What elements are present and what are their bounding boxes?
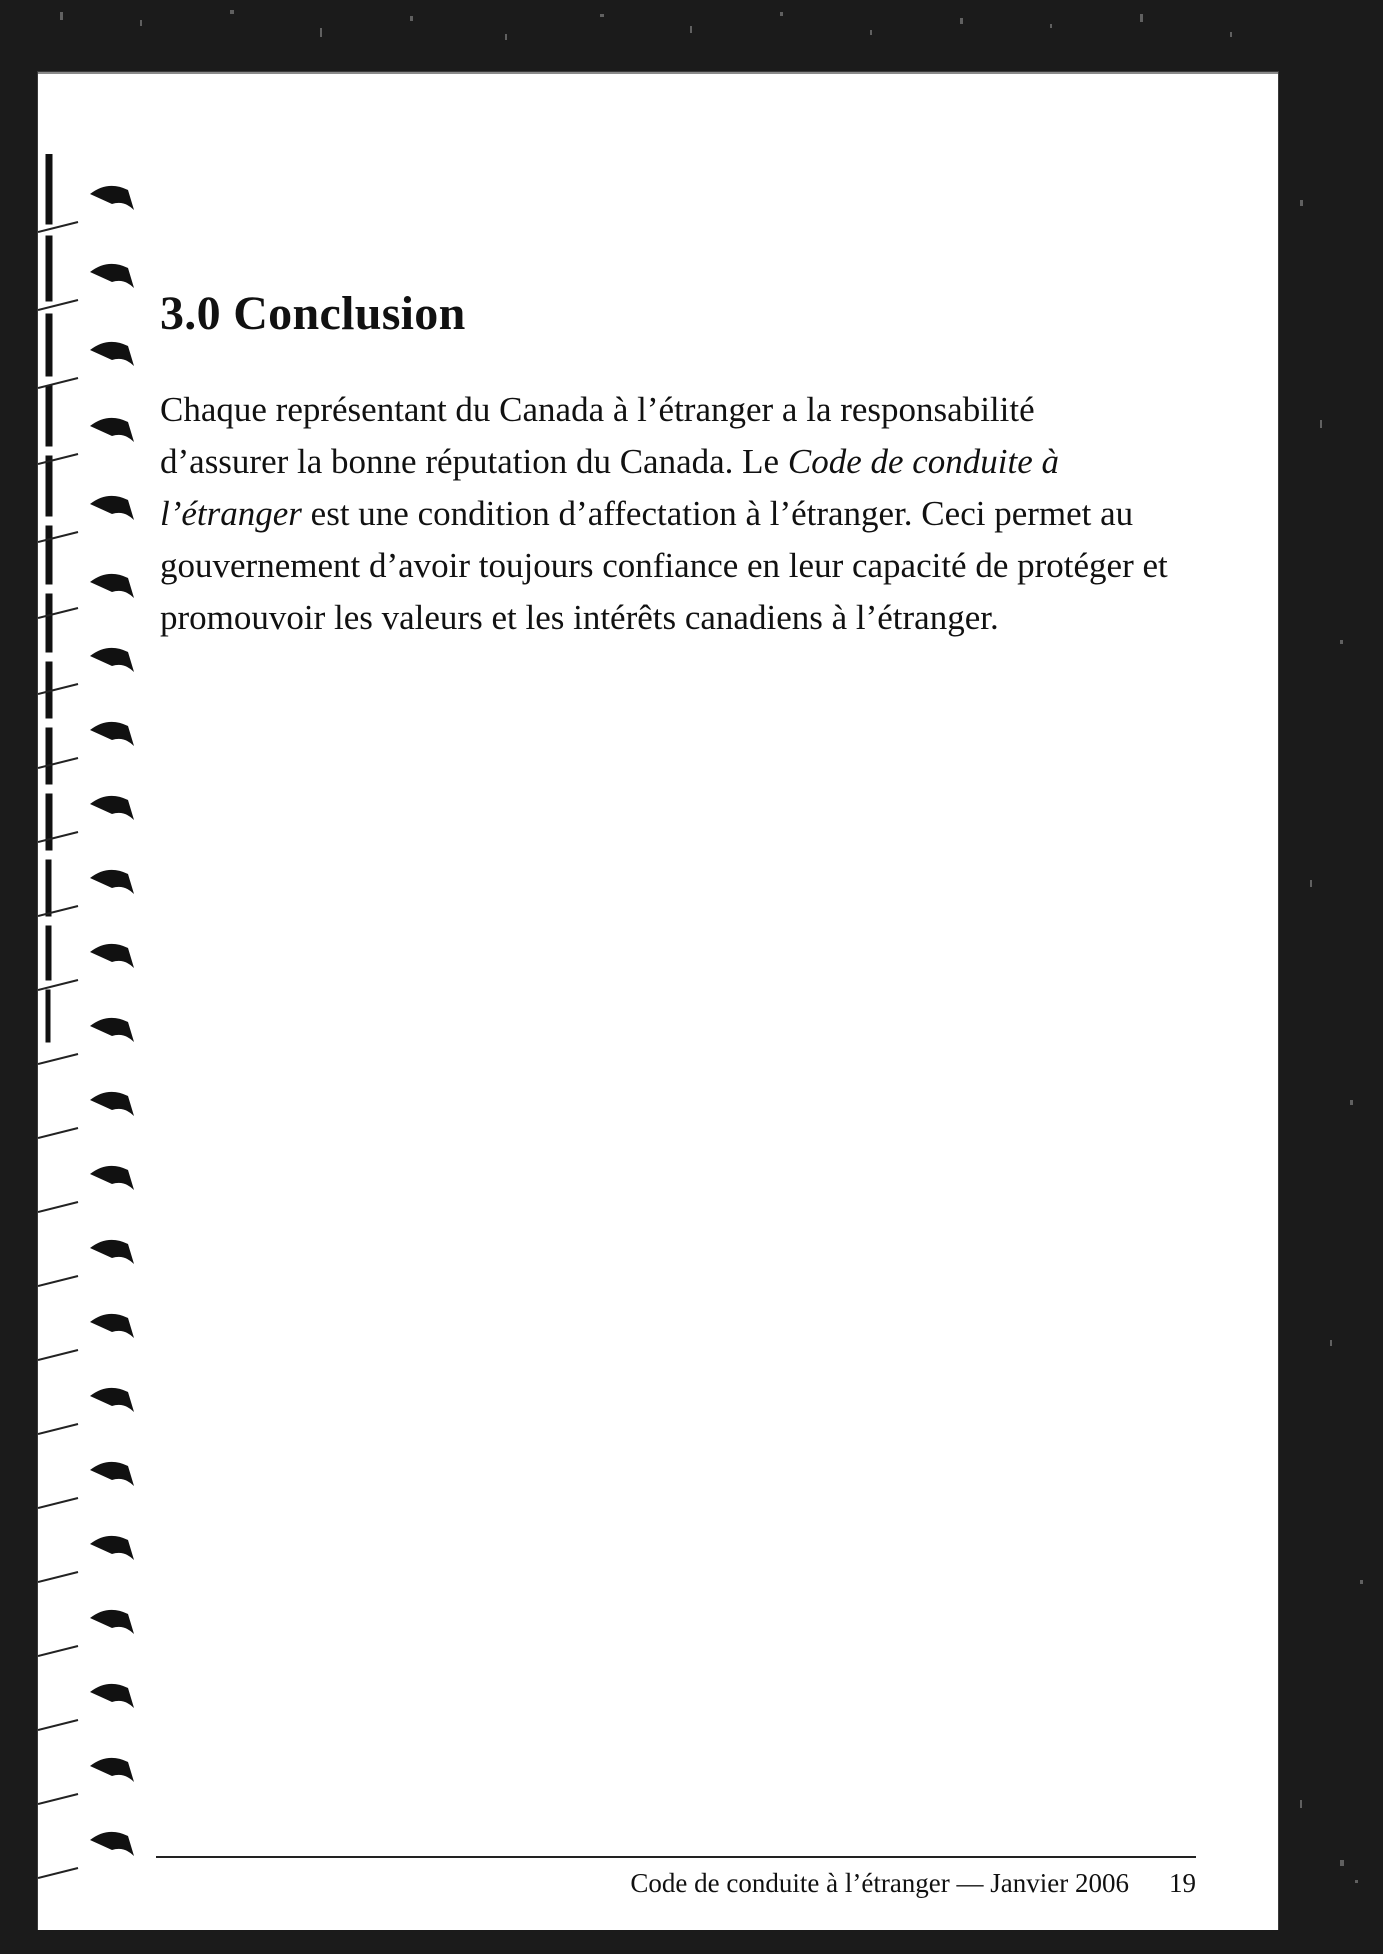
- paragraph-italic-title: Code de conduite à l’étranger: [160, 442, 1060, 533]
- page-number: 19: [1169, 1868, 1196, 1898]
- section-heading: 3.0 Conclusion: [160, 287, 466, 340]
- paragraph-text-part1: Chaque représentant du Canada à l’étranger a la responsabilité d’assurer la bonne réputation du Canada. Le: [160, 390, 1035, 481]
- body-paragraph: [160, 384, 1170, 644]
- scan-bottom-edge: [0, 1930, 1383, 1946]
- footer-title: Code de conduite à l’étranger — Janvier 2006: [630, 1868, 1129, 1898]
- page-footer: [156, 1868, 1196, 1899]
- document-page: [38, 72, 1278, 1932]
- footer-rule: [156, 1856, 1196, 1858]
- paragraph-text-part2: est une condition d’affectation à l’étranger. Ceci permet au gouvernement d’avoir toujours confiance en leur capacité de protéger et promouvoir les valeurs et les intérêts canadiens à l’étranger.: [160, 494, 1168, 637]
